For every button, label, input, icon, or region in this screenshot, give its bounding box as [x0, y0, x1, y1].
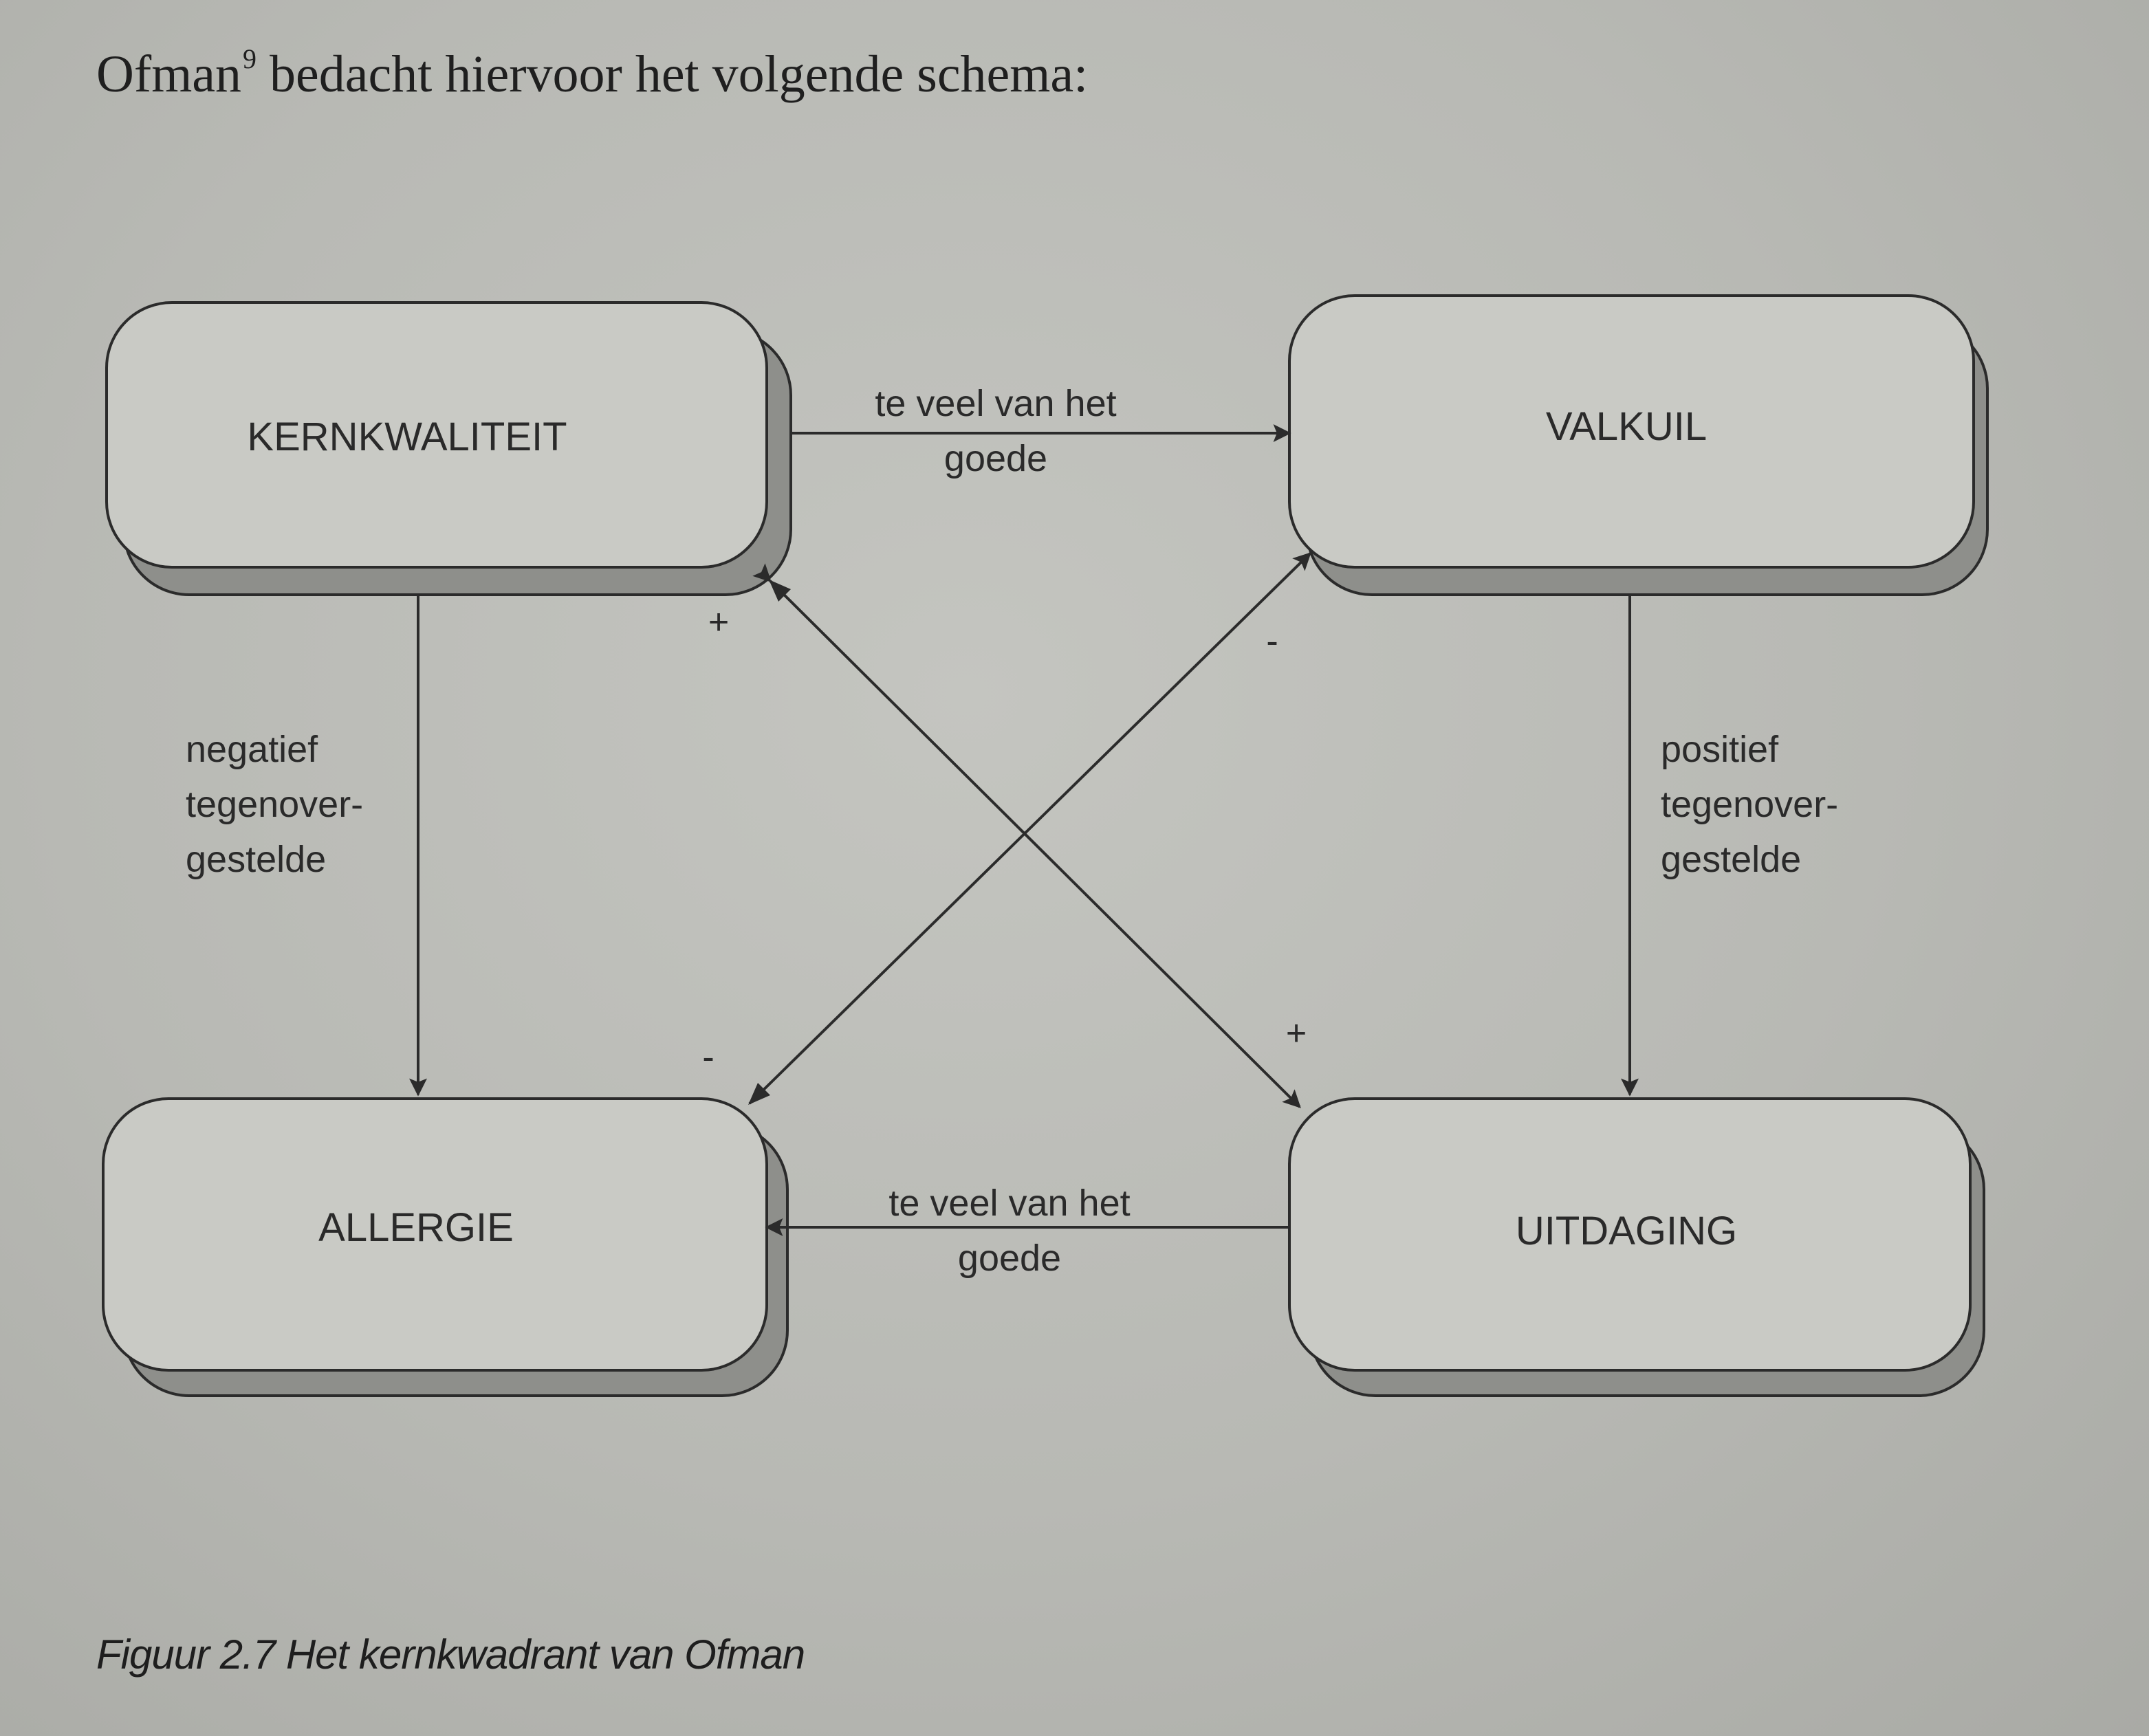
label-valkuil: VALKUIL — [1545, 404, 1708, 449]
box-kernkwaliteit — [107, 303, 791, 595]
label-left-edge-line2: tegenover- — [186, 784, 364, 825]
label-top-edge-line2: goede — [943, 438, 1048, 479]
label-top-edge-line1: te veel van het — [875, 383, 1117, 424]
label-right-edge-line1: positief — [1661, 729, 1779, 770]
box-uitdaging — [1289, 1099, 1984, 1396]
label-left-edge-line1: negatief — [186, 729, 318, 770]
sign-plus-bottom: + — [1285, 1013, 1307, 1053]
intro-rest: bedacht hiervoor het volgende schema: — [257, 45, 1089, 103]
box-allergie — [103, 1099, 787, 1396]
arrow-diagonal-kernkwaliteit-uitdaging — [770, 581, 1300, 1107]
box-valkuil — [1289, 296, 1987, 595]
figure-caption: Figuur 2.7 Het kernkwadrant van Ofman — [96, 1631, 805, 1678]
label-kernkwaliteit: KERNKWALITEIT — [247, 415, 567, 459]
sign-minus-top: - — [1266, 622, 1278, 661]
sign-minus-bottom: - — [702, 1037, 714, 1077]
arrow-diagonal-allergie-valkuil — [750, 553, 1310, 1103]
footnote-marker: 9 — [243, 43, 257, 74]
label-bottom-edge-line1: te veel van het — [888, 1183, 1131, 1224]
sign-plus-top: + — [708, 602, 730, 642]
label-bottom-edge-line2: goede — [957, 1238, 1062, 1279]
intro-author: Ofman — [96, 45, 242, 103]
label-right-edge-line3: gestelde — [1661, 839, 1802, 880]
label-right-edge-line2: tegenover- — [1661, 784, 1839, 825]
label-uitdaging: UITDAGING — [1515, 1209, 1738, 1253]
label-left-edge-line3: gestelde — [186, 839, 327, 880]
label-allergie: ALLERGIE — [318, 1205, 514, 1250]
